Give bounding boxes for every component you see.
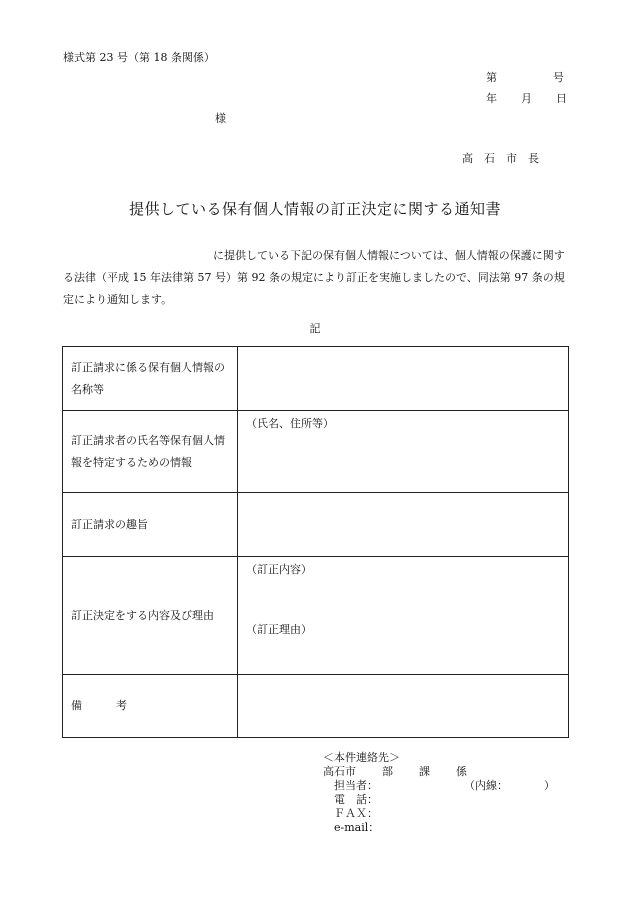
form-number: 様式第 23 号（第 18 条関係） xyxy=(63,51,215,64)
contact-section: 課 xyxy=(419,765,430,778)
decision-content-label: （訂正内容） xyxy=(246,563,312,576)
contact-department xyxy=(323,765,555,779)
contact-phone-label: 電 話： xyxy=(334,793,378,806)
date-month: 月 xyxy=(521,92,532,105)
notice-table xyxy=(62,346,569,738)
table-row xyxy=(63,675,569,738)
contact-person-label: 担当者： xyxy=(334,779,378,792)
table-row xyxy=(63,347,569,411)
row-label-requester: 訂正請求者の氏名等保有個人情報を特定するための情報 xyxy=(63,411,238,493)
issue-number-prefix: 第 xyxy=(486,71,497,84)
contact-extension-open: （内線： xyxy=(464,779,508,792)
row-value-purpose xyxy=(238,493,569,557)
contact-unit: 係 xyxy=(456,765,467,778)
issue-number xyxy=(486,69,564,85)
row-value-info-name xyxy=(238,347,569,411)
issuer-name: 高石市長 xyxy=(462,152,550,165)
date-day: 日 xyxy=(556,92,567,105)
contact-city: 高石市 xyxy=(323,765,356,778)
issue-number-suffix: 号 xyxy=(553,71,564,84)
row-label-purpose: 訂正請求の趣旨 xyxy=(63,493,238,557)
contact-person-row xyxy=(323,779,555,793)
addressee-suffix: 様 xyxy=(215,112,226,125)
row-value-requester: （氏名、住所等） xyxy=(238,411,569,493)
document-title: 提供している保有個人情報の訂正決定に関する通知書 xyxy=(128,200,501,218)
decision-reason-label: （訂正理由） xyxy=(246,623,312,636)
row-label-decision: 訂正決定をする内容及び理由 xyxy=(63,557,238,675)
row-value-decision xyxy=(238,557,569,675)
row-label-remarks: 備考 xyxy=(63,675,238,738)
row-value-remarks xyxy=(238,675,569,738)
body-paragraph xyxy=(63,245,571,311)
ki-heading: 記 xyxy=(309,322,321,335)
contact-extension-close: ） xyxy=(544,779,555,792)
table-row xyxy=(63,493,569,557)
contact-heading: ＜本件連絡先＞ xyxy=(323,751,400,764)
contact-block xyxy=(323,751,555,835)
contact-dept: 部 xyxy=(382,765,393,778)
contact-fax-label: ＦＡＸ： xyxy=(334,807,378,820)
contact-email-label: e-mail： xyxy=(334,821,380,834)
row-label-info-name: 訂正請求に係る保有個人情報の名称等 xyxy=(63,347,238,411)
issue-date xyxy=(486,90,567,106)
body-text: に提供している下記の保有個人情報については、個人情報の保護に関する法律（平成 15 年法律第 57 号）第 92 条の規定により訂正を実施しましたので、同法第 97 条の規定により通知します。 xyxy=(63,249,565,306)
table-row xyxy=(63,557,569,675)
date-year: 年 xyxy=(486,92,497,105)
table-row xyxy=(63,411,569,493)
